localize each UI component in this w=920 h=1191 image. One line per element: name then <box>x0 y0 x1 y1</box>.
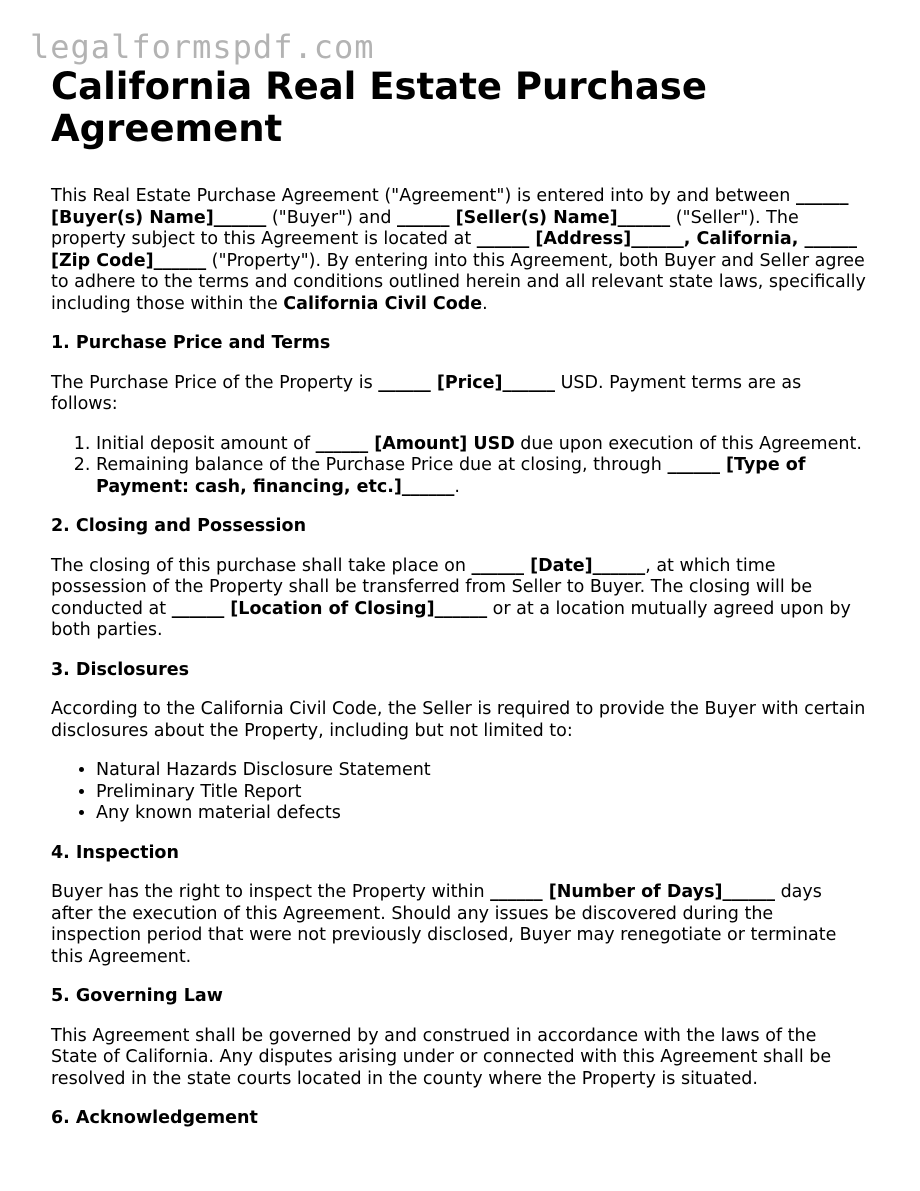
intro-paragraph: This Real Estate Purchase Agreement ("Agreement") is entered into by and between ______ [Buyer(s) Name]______ ("Buyer") and ______ [Seller(s) Name]______ ("Seller"). The property subject to this Agreement is located at ______ [Address]______, California, ______ [Zip Code]______ ("Property"). By entering into this Agreement, both Buyer and Seller agree to adhere to the terms and conditions outlined herein and all relevant state laws, specifically including those within the California Civil Code. <box>51 186 866 314</box>
section-heading-closing: 2. Closing and Possession <box>51 516 307 536</box>
payment-terms-list <box>51 434 866 499</box>
list-item: • Natural Hazards Disclosure Statement <box>96 760 866 782</box>
governing-law-paragraph: This Agreement shall be governed by and construed in accordance with the laws of the State of California. Any disputes arising under or connected with this Agreement shall be resolved in the state courts located in the county where the Property is situated. <box>51 1025 832 1089</box>
closing-paragraph: The closing of this purchase shall take place on ______ [Date]______, at which time possession of the Property shall be transferred from Seller to Buyer. The closing will be conducted at ______ [Location of Closing]______ or at a location mutually agreed upon by both parties. <box>51 555 851 640</box>
list-item: 2. Remaining balance of the Purchase Price due at closing, through ______ [Type of Payment: cash, financing, etc.]______. <box>96 455 866 498</box>
page-title: California Real Estate Purchase Agreement <box>51 65 707 150</box>
inspection-paragraph: Buyer has the right to inspect the Property within ______ [Number of Days]______ days after the execution of this Agreement. Should any issues be discovered during the inspection period that were not previously disclosed, Buyer may renegotiate or terminate this Agreement. <box>51 882 837 967</box>
list-item: • Any known material defects <box>96 803 866 825</box>
section-heading-purchase-price: 1. Purchase Price and Terms <box>51 333 331 353</box>
section-heading-governing-law: 5. Governing Law <box>51 986 223 1006</box>
days-field: ______ [Number of Days]______ <box>490 882 776 902</box>
purchase-price-paragraph: The Purchase Price of the Property is ______ [Price]______ USD. Payment terms are as follows: <box>51 372 802 414</box>
buyer-name-field: ______ [Buyer(s) Name]______ <box>51 186 849 228</box>
section-heading-inspection: 4. Inspection <box>51 842 179 863</box>
address-field: ______ [Address]______, California, ______ [Zip Code]______ <box>51 229 857 271</box>
amount-field: ______ [Amount] USD <box>315 433 515 454</box>
date-field: ______ [Date]______ <box>471 555 646 576</box>
civil-code-ref: California Civil Code <box>283 293 483 314</box>
payment-type-field: ______ [Type of Payment: cash, financing, etc.]______ <box>96 455 806 497</box>
list-item: • Preliminary Title Report <box>96 782 866 804</box>
seller-name-field: ______ [Seller(s) Name]______ <box>397 207 671 228</box>
price-field: ______ [Price]______ <box>378 372 556 393</box>
list-item: 1. Initial deposit amount of ______ [Amount] USD due upon execution of this Agreement. <box>96 434 866 456</box>
section-heading-acknowledgement: 6. Acknowledgement <box>51 1108 258 1128</box>
disclosures-list <box>51 760 866 825</box>
location-field: ______ [Location of Closing]______ <box>171 598 488 619</box>
disclosures-paragraph: According to the California Civil Code, the Seller is required to provide the Buyer with certain disclosures about the Property, including but not limited to: <box>51 699 866 741</box>
document-body <box>51 66 866 1148</box>
watermark: legalformspdf.com <box>30 28 375 66</box>
section-heading-disclosures: 3. Disclosures <box>51 659 190 680</box>
